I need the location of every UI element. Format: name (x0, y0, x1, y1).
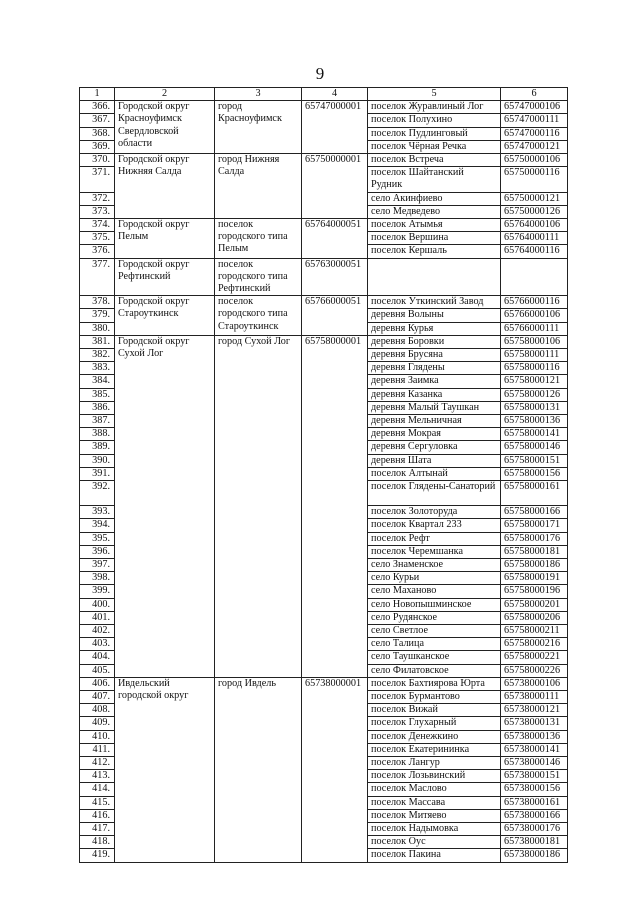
row-number-cell: 406. (80, 677, 115, 690)
settlement-cell: поселок Встреча (368, 154, 501, 167)
settlement-cell: поселок Массава (368, 796, 501, 809)
header-cell: 2 (115, 88, 215, 101)
table-row (80, 101, 568, 114)
row-number-cell: 382. (80, 349, 115, 362)
row-number-cell: 408. (80, 704, 115, 717)
settlement-code-cell: 65758000141 (501, 428, 568, 441)
settlement-cell: деревня Малый Таушкан (368, 401, 501, 414)
row-number-cell: 370. (80, 154, 115, 167)
settlement-code-cell: 65738000186 (501, 849, 568, 862)
center-code-cell: 65764000051 (302, 219, 368, 259)
settlement-cell: поселок Золоторуда (368, 506, 501, 519)
settlements-table (79, 87, 568, 863)
row-number-cell: 371. (80, 167, 115, 192)
settlement-cell: поселок Чёрная Речка (368, 140, 501, 153)
settlement-code-cell: 65738000146 (501, 756, 568, 769)
settlement-cell: деревня Шата (368, 454, 501, 467)
settlement-code-cell: 65750000126 (501, 205, 568, 218)
center-cell: город Ивдель (215, 677, 302, 862)
settlement-cell: поселок Надымовка (368, 822, 501, 835)
table-header-row (80, 88, 568, 101)
row-number-cell: 396. (80, 545, 115, 558)
center-code-cell: 65750000001 (302, 154, 368, 219)
settlement-cell: поселок Рефт (368, 532, 501, 545)
settlement-cell: село Курьи (368, 572, 501, 585)
settlement-code-cell: 65758000121 (501, 375, 568, 388)
center-code-cell: 65763000051 (302, 258, 368, 296)
settlement-code-cell: 65747000111 (501, 114, 568, 127)
district-cell: Ивдельский городской округ (115, 677, 215, 862)
settlement-cell: деревня Глядены (368, 362, 501, 375)
settlement-cell: поселок Лозьвинский (368, 770, 501, 783)
center-code-cell: 65738000001 (302, 677, 368, 862)
row-number-cell: 398. (80, 572, 115, 585)
settlement-code-cell: 65758000161 (501, 481, 568, 506)
settlement-cell: поселок Вижай (368, 704, 501, 717)
settlement-cell: поселок Полухино (368, 114, 501, 127)
settlement-code-cell: 65758000226 (501, 664, 568, 677)
table-row (80, 335, 568, 348)
settlement-cell: село Светлое (368, 624, 501, 637)
district-cell: Городской округ Пелым (115, 219, 215, 259)
table-row (80, 677, 568, 690)
row-number-cell: 414. (80, 783, 115, 796)
row-number-cell: 416. (80, 809, 115, 822)
settlement-cell: поселок Денежкино (368, 730, 501, 743)
settlement-cell: поселок Квартал 233 (368, 519, 501, 532)
row-number-cell: 387. (80, 415, 115, 428)
settlement-cell: деревня Брусяна (368, 349, 501, 362)
settlement-code-cell: 65758000131 (501, 401, 568, 414)
settlement-cell: поселок Лангур (368, 756, 501, 769)
settlement-code-cell: 65758000196 (501, 585, 568, 598)
settlement-code-cell: 65738000106 (501, 677, 568, 690)
settlement-cell: деревня Волыны (368, 309, 501, 322)
settlement-cell: поселок Глядены-Санаторий (368, 481, 501, 506)
row-number-cell: 411. (80, 743, 115, 756)
settlement-cell: деревня Боровки (368, 335, 501, 348)
settlement-cell: поселок Оус (368, 836, 501, 849)
center-cell: поселок городского типа Староуткинск (215, 296, 302, 336)
row-number-cell: 393. (80, 506, 115, 519)
settlement-cell: поселок Уткинский Завод (368, 296, 501, 309)
settlement-code-cell: 65766000106 (501, 309, 568, 322)
row-number-cell: 384. (80, 375, 115, 388)
table-row (80, 258, 568, 296)
header-cell: 6 (501, 88, 568, 101)
settlement-cell: село Акинфиево (368, 192, 501, 205)
center-cell: поселок городского типа Пелым (215, 219, 302, 259)
settlement-code-cell: 65758000211 (501, 624, 568, 637)
row-number-cell: 404. (80, 651, 115, 664)
settlement-cell: село Рудянское (368, 611, 501, 624)
settlement-code-cell: 65738000136 (501, 730, 568, 743)
table-row (80, 154, 568, 167)
settlement-code-cell: 65758000216 (501, 638, 568, 651)
row-number-cell: 372. (80, 192, 115, 205)
settlement-cell (368, 258, 501, 296)
settlement-cell: село Филатовское (368, 664, 501, 677)
settlement-cell: поселок Глухарный (368, 717, 501, 730)
settlement-cell: поселок Митяево (368, 809, 501, 822)
table-row (80, 296, 568, 309)
row-number-cell: 374. (80, 219, 115, 232)
settlement-code-cell: 65750000106 (501, 154, 568, 167)
settlement-cell: село Таушканское (368, 651, 501, 664)
row-number-cell: 413. (80, 770, 115, 783)
settlement-code-cell: 65747000121 (501, 140, 568, 153)
row-number-cell: 415. (80, 796, 115, 809)
row-number-cell: 405. (80, 664, 115, 677)
settlement-cell: село Новопышминское (368, 598, 501, 611)
settlement-cell: поселок Атымья (368, 219, 501, 232)
settlement-code-cell (501, 258, 568, 296)
settlement-cell: поселок Журавлиный Лог (368, 101, 501, 114)
row-number-cell: 366. (80, 101, 115, 114)
center-cell: город Сухой Лог (215, 335, 302, 677)
settlement-cell: поселок Екатерининка (368, 743, 501, 756)
settlement-cell: поселок Маслово (368, 783, 501, 796)
settlement-code-cell: 65747000106 (501, 101, 568, 114)
row-number-cell: 378. (80, 296, 115, 309)
row-number-cell: 383. (80, 362, 115, 375)
settlement-code-cell: 65758000116 (501, 362, 568, 375)
settlement-code-cell: 65750000121 (501, 192, 568, 205)
settlement-code-cell: 65758000136 (501, 415, 568, 428)
district-cell: Городской округ Нижняя Салда (115, 154, 215, 219)
district-cell: Городской округ Староуткинск (115, 296, 215, 336)
settlement-cell: село Знаменское (368, 558, 501, 571)
settlement-cell: село Маханово (368, 585, 501, 598)
header-cell: 3 (215, 88, 302, 101)
settlement-code-cell: 65764000111 (501, 232, 568, 245)
settlement-code-cell: 65738000141 (501, 743, 568, 756)
center-code-cell: 65766000051 (302, 296, 368, 336)
settlement-code-cell: 65738000111 (501, 690, 568, 703)
row-number-cell: 394. (80, 519, 115, 532)
settlement-cell: поселок Пудлинговый (368, 127, 501, 140)
row-number-cell: 367. (80, 114, 115, 127)
settlement-cell: поселок Пакина (368, 849, 501, 862)
settlement-cell: деревня Курья (368, 322, 501, 335)
settlement-code-cell: 65738000151 (501, 770, 568, 783)
settlement-code-cell: 65738000161 (501, 796, 568, 809)
center-cell: поселок городского типа Рефтинский (215, 258, 302, 296)
settlement-code-cell: 65738000156 (501, 783, 568, 796)
row-number-cell: 417. (80, 822, 115, 835)
settlement-code-cell: 65738000181 (501, 836, 568, 849)
row-number-cell: 397. (80, 558, 115, 571)
center-cell: город Нижняя Салда (215, 154, 302, 219)
page-number: 9 (315, 64, 325, 83)
settlement-code-cell: 65747000116 (501, 127, 568, 140)
center-cell: город Красноуфимск (215, 101, 302, 154)
row-number-cell: 381. (80, 335, 115, 348)
district-cell: Городской округ Красноуфимск Свердловской области (115, 101, 215, 154)
header-cell: 1 (80, 88, 115, 101)
settlement-cell: деревня Заимка (368, 375, 501, 388)
row-number-cell: 368. (80, 127, 115, 140)
settlement-code-cell: 65766000116 (501, 296, 568, 309)
row-number-cell: 403. (80, 638, 115, 651)
settlement-cell: поселок Бурмантово (368, 690, 501, 703)
row-number-cell: 389. (80, 441, 115, 454)
table-row (80, 219, 568, 232)
settlement-code-cell: 65738000121 (501, 704, 568, 717)
row-number-cell: 410. (80, 730, 115, 743)
row-number-cell: 392. (80, 481, 115, 506)
settlement-code-cell: 65758000126 (501, 388, 568, 401)
settlement-cell: поселок Бахтиярова Юрта (368, 677, 501, 690)
row-number-cell: 418. (80, 836, 115, 849)
settlement-cell: село Талица (368, 638, 501, 651)
row-number-cell: 400. (80, 598, 115, 611)
settlement-cell: село Медведево (368, 205, 501, 218)
header-cell: 4 (302, 88, 368, 101)
row-number-cell: 376. (80, 245, 115, 258)
settlement-code-cell: 65758000201 (501, 598, 568, 611)
row-number-cell: 399. (80, 585, 115, 598)
header-cell: 5 (368, 88, 501, 101)
settlement-code-cell: 65758000181 (501, 545, 568, 558)
settlement-code-cell: 65758000106 (501, 335, 568, 348)
settlement-cell: поселок Кершаль (368, 245, 501, 258)
row-number-cell: 380. (80, 322, 115, 335)
settlement-code-cell: 65764000116 (501, 245, 568, 258)
settlement-cell: деревня Казанка (368, 388, 501, 401)
settlement-code-cell: 65758000146 (501, 441, 568, 454)
row-number-cell: 395. (80, 532, 115, 545)
settlement-code-cell: 65764000106 (501, 219, 568, 232)
row-number-cell: 375. (80, 232, 115, 245)
row-number-cell: 409. (80, 717, 115, 730)
settlement-code-cell: 65758000186 (501, 558, 568, 571)
row-number-cell: 373. (80, 205, 115, 218)
row-number-cell: 379. (80, 309, 115, 322)
row-number-cell: 391. (80, 467, 115, 480)
settlement-cell: поселок Шайтанский Рудник (368, 167, 501, 192)
settlement-code-cell: 65738000166 (501, 809, 568, 822)
settlement-cell: деревня Мокрая (368, 428, 501, 441)
district-cell: Городской округ Сухой Лог (115, 335, 215, 677)
settlement-code-cell: 65758000191 (501, 572, 568, 585)
settlement-code-cell: 65758000111 (501, 349, 568, 362)
district-cell: Городской округ Рефтинский (115, 258, 215, 296)
row-number-cell: 419. (80, 849, 115, 862)
settlement-cell: деревня Сергуловка (368, 441, 501, 454)
center-code-cell: 65747000001 (302, 101, 368, 154)
row-number-cell: 385. (80, 388, 115, 401)
settlement-code-cell: 65758000176 (501, 532, 568, 545)
row-number-cell: 386. (80, 401, 115, 414)
settlement-cell: поселок Алтынай (368, 467, 501, 480)
row-number-cell: 377. (80, 258, 115, 296)
settlement-code-cell: 65758000166 (501, 506, 568, 519)
settlement-code-cell: 65738000176 (501, 822, 568, 835)
center-code-cell: 65758000001 (302, 335, 368, 677)
settlement-code-cell: 65758000151 (501, 454, 568, 467)
settlement-code-cell: 65766000111 (501, 322, 568, 335)
row-number-cell: 401. (80, 611, 115, 624)
settlement-cell: поселок Черемшанка (368, 545, 501, 558)
row-number-cell: 402. (80, 624, 115, 637)
row-number-cell: 412. (80, 756, 115, 769)
settlement-cell: поселок Вершина (368, 232, 501, 245)
settlement-code-cell: 65758000206 (501, 611, 568, 624)
settlement-code-cell: 65738000131 (501, 717, 568, 730)
settlement-code-cell: 65758000171 (501, 519, 568, 532)
row-number-cell: 407. (80, 690, 115, 703)
settlement-code-cell: 65758000221 (501, 651, 568, 664)
row-number-cell: 390. (80, 454, 115, 467)
settlement-code-cell: 65750000116 (501, 167, 568, 192)
row-number-cell: 369. (80, 140, 115, 153)
settlement-code-cell: 65758000156 (501, 467, 568, 480)
row-number-cell: 388. (80, 428, 115, 441)
settlement-cell: деревня Мельничная (368, 415, 501, 428)
